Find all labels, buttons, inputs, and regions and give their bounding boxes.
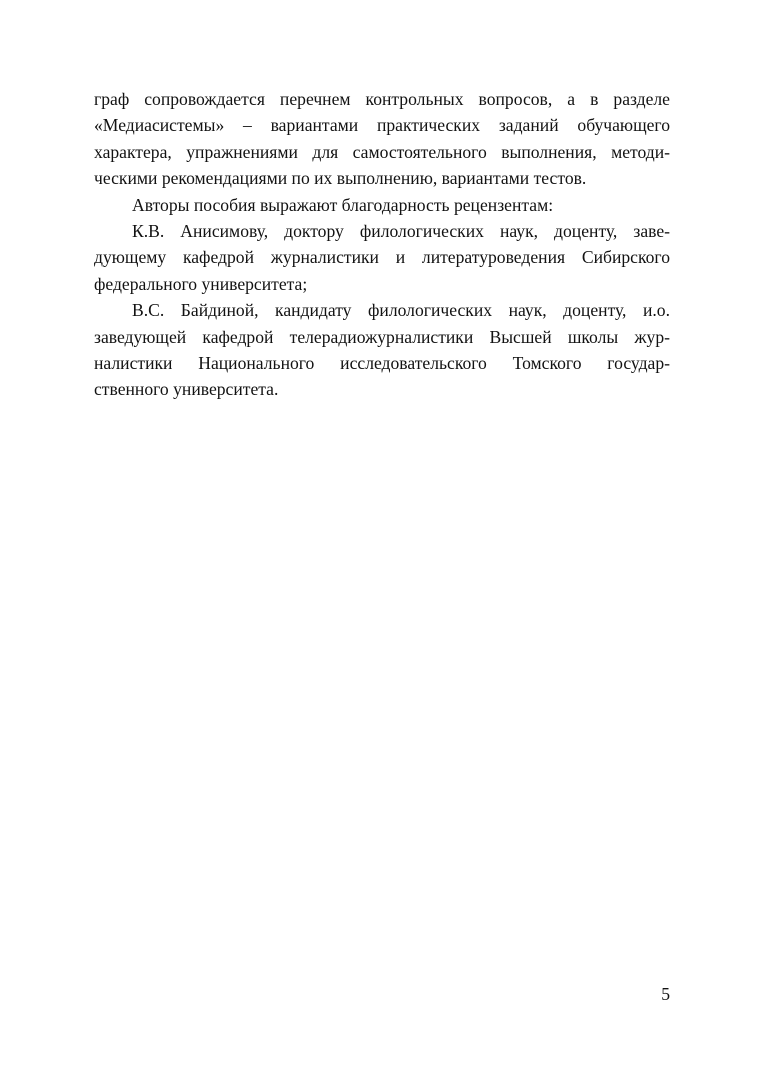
- text-line: заведующей кафедрой телерадиожурналистики Высшей школы жур-: [94, 326, 670, 347]
- text-line: ческими рекомендациями по их выполнению, вариантами тестов.: [94, 168, 587, 189]
- text-line: ственного университета.: [94, 379, 279, 400]
- paragraph-acknowledgement: [94, 192, 670, 218]
- paragraph-reviewer-baidina: [94, 297, 670, 403]
- body-text: [94, 86, 670, 403]
- page-number: 5: [661, 984, 670, 1005]
- text-line: налистики Национального исследовательского Томского государ-: [94, 353, 670, 374]
- paragraph-reviewer-anisimov: [94, 218, 670, 297]
- text-line: граф сопровождается перечнем контрольных вопросов, а в разделе: [94, 89, 670, 109]
- paragraph-continuation: [94, 86, 670, 192]
- text-line: К.В. Анисимову, доктору филологических наук, доценту, заве-: [132, 221, 670, 242]
- text-line: федерального университета;: [94, 273, 308, 294]
- text-line: «Медиасистемы» – вариантами практических заданий обучающего: [94, 115, 670, 136]
- text-line: В.С. Байдиной, кандидату филологических наук, доценту, и.о.: [132, 300, 670, 321]
- text-line: характера, упражнениями для самостоятельного выполнения, методи-: [94, 141, 670, 162]
- text-line: Авторы пособия выражают благодарность рецензентам:: [132, 194, 554, 215]
- text-line: дующему кафедрой журналистики и литературоведения Сибирского: [94, 247, 670, 268]
